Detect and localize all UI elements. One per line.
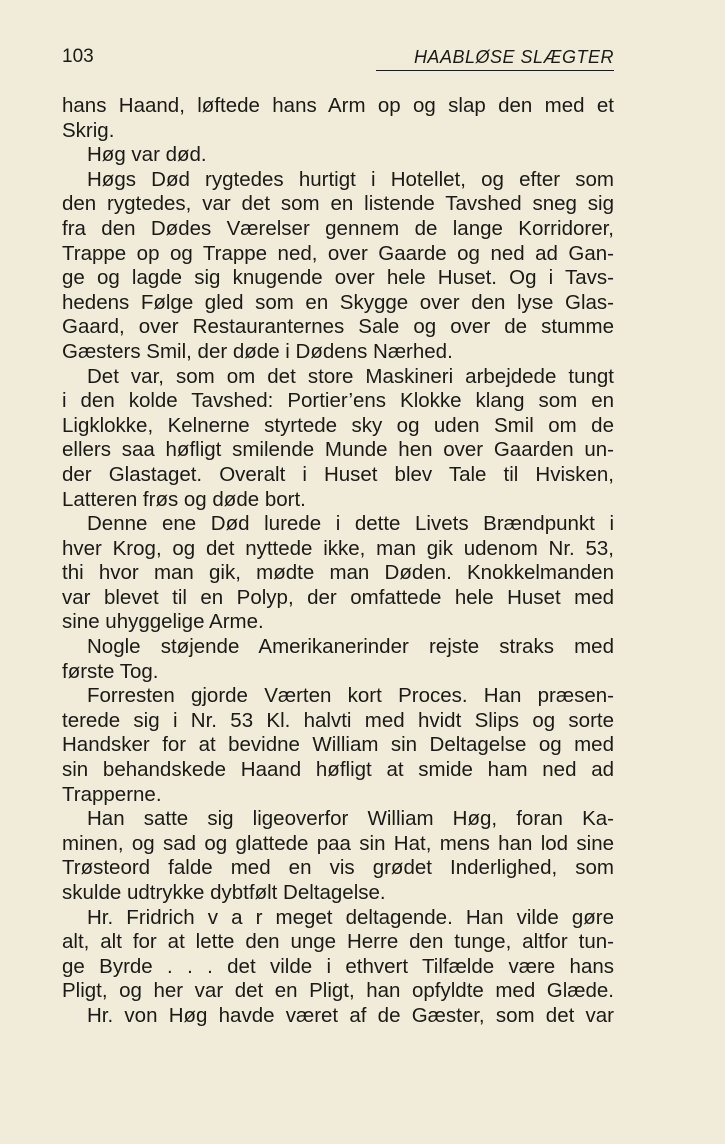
text-line: skulde udtrykke dybtfølt Deltagelse. [62,881,386,904]
body-text [62,94,614,1029]
text-line: Forresten gjorde Værten kort Proces. Han præsen- [87,684,614,708]
text-line: thi hvor man gik, mødte man Døden. Knokkelmanden [62,561,614,585]
text-line: der Glastaget. Overalt i Huset blev Tale til Hvisken, [62,462,614,486]
text-line: hedens Følge gled som en Skygge over den lyse Glas- [62,290,614,314]
text-line: Trøsteord falde med en vis grødet Inderlighed, som [62,856,614,880]
text-line: fra den Dødes Værelser gennem de lange Korridorer, [62,216,614,240]
text-line: ge Byrde . . . det vilde i ethvert Tilfælde være hans [62,954,614,978]
text-line: Hr. Fridrich v a r meget deltagende. Han vilde gøre [87,905,614,929]
text-line: Nogle støjende Amerikanerinder rejste straks med [87,635,614,659]
text-line: Skrig. [62,118,115,142]
text-line: Høgs Død rygtedes hurtigt i Hotellet, og efter som [87,167,614,191]
text-line: Gaard, over Restauranternes Sale og over de stumme [62,315,614,339]
text-line: var blevet til en Polyp, der omfattede hele Huset med [62,585,614,609]
text-line: Han satte sig ligeoverfor William Høg, foran Ka- [87,807,614,831]
text-line: hver Krog, og det nyttede ikke, man gik udenom Nr. 53, [62,536,614,560]
text-line: ellers saa høfligt smilende Munde hen over Gaarden un- [62,438,614,462]
text-line: Ligklokke, Kelnerne styrtede sky og uden Smil om de [62,413,614,437]
header-rule [376,70,614,71]
text-line: den rygtedes, var det som en listende Tavshed sneg sig [62,192,614,216]
text-line: Handsker for at bevidne William sin Deltagelse og med [62,733,614,757]
text-line: i den kolde Tavshed: Portier’ens Klokke klang som en [62,389,614,413]
page-header [62,44,614,70]
page-number: 103 [62,46,94,67]
text-line: Det var, som om det store Maskineri arbejdede tungt [87,364,614,388]
text-line: Høg var død. [87,143,207,167]
text-line: Hr. von Høg havde været af de Gæster, som det var [87,1003,614,1027]
text-line: Trapperne. [62,782,162,806]
text-line: minen, og sad og glattede paa sin Hat, mens han lod sine [62,831,614,855]
text-line: Gæsters Smil, der døde i Dødens Nærhed. [62,339,453,363]
text-line: Latteren frøs og døde bort. [62,487,306,511]
text-line: sin behandskede Haand høfligt at smide ham ned ad [62,758,614,782]
running-title: HAABLØSE SLÆGTER [413,47,614,67]
text-line: første Tog. [62,659,159,683]
text-line: terede sig i Nr. 53 Kl. halvti med hvidt Slips og sorte [62,708,614,732]
text-line: Trappe op og Trappe ned, over Gaarde og ned ad Gan- [62,241,614,265]
text-line: hans Haand, løftede hans Arm op og slap den med et [62,94,614,117]
text-line: ge og lagde sig knugende over hele Huset. Og i Tavs- [62,266,614,290]
text-line: Pligt, og her var det en Pligt, han opfyldte med Glæde. [62,979,614,1003]
text-line: alt, alt for at lette den unge Herre den tunge, altfor tun- [62,930,614,954]
text-line: sine uhyggelige Arme. [62,610,264,634]
text-line: Denne ene Død lurede i dette Livets Brændpunkt i [87,512,614,536]
